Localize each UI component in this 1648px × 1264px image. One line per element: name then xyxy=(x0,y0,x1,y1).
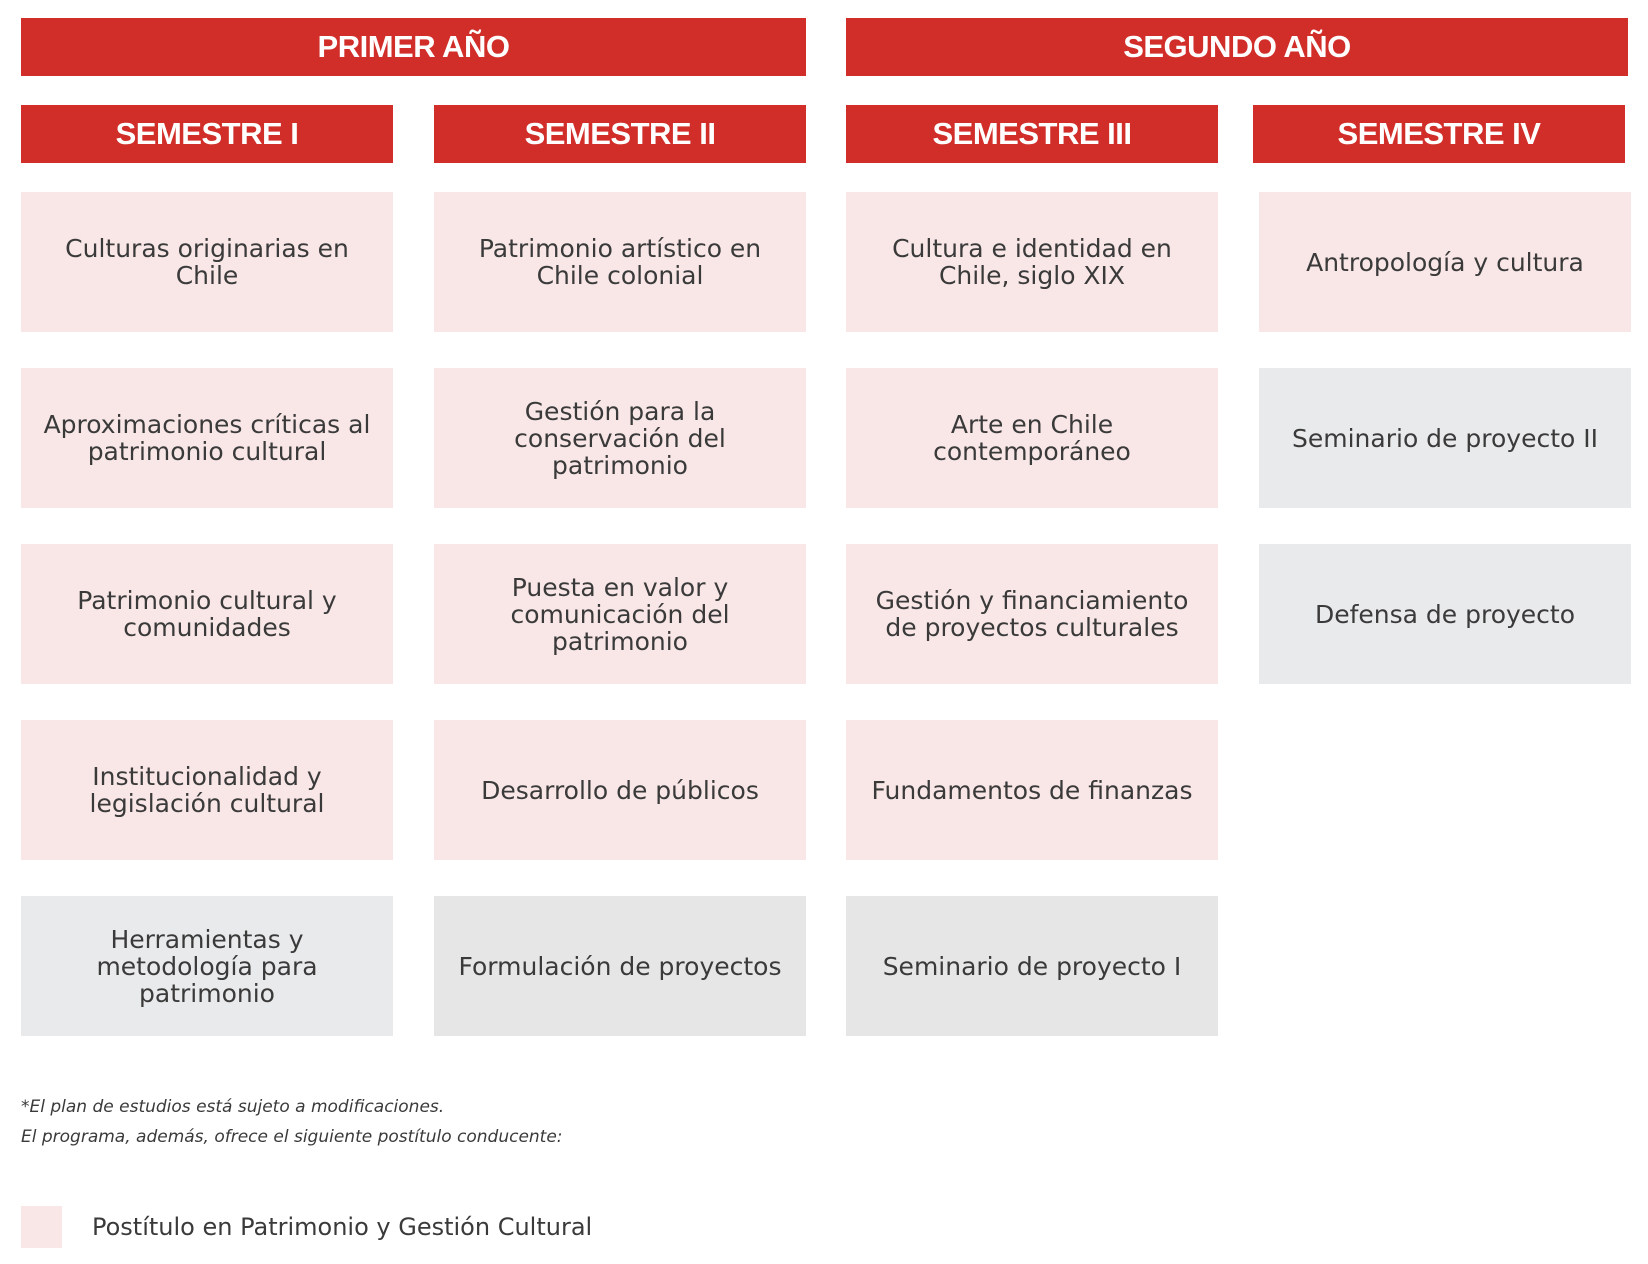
course-cell: Fundamentos de finanzas xyxy=(846,720,1218,860)
course-cell: Institucionalidad y legislación cultural xyxy=(21,720,393,860)
program-note: El programa, además, ofrece el siguiente postítulo conducente: xyxy=(21,1127,563,1147)
course-cell: Gestión para la conservación del patrimonio xyxy=(434,368,806,508)
course-cell: Aproximaciones críticas al patrimonio cultural xyxy=(21,368,393,508)
year-header-segundo: SEGUNDO AÑO xyxy=(846,18,1628,76)
course-cell: Culturas originarias en Chile xyxy=(21,192,393,332)
course-cell: Puesta en valor y comunicación del patrimonio xyxy=(434,544,806,684)
year-header-primer: PRIMER AÑO xyxy=(21,18,806,76)
course-cell: Patrimonio artístico en Chile colonial xyxy=(434,192,806,332)
disclaimer-note: *El plan de estudios está sujeto a modificaciones. xyxy=(21,1097,445,1117)
course-cell: Formulación de proyectos xyxy=(434,896,806,1036)
course-cell: Seminario de proyecto I xyxy=(846,896,1218,1036)
semester-header-i: SEMESTRE I xyxy=(21,105,393,163)
course-cell: Antropología y cultura xyxy=(1259,192,1631,332)
legend-swatch xyxy=(21,1206,62,1248)
semester-header-iii: SEMESTRE III xyxy=(846,105,1218,163)
course-cell: Arte en Chile contemporáneo xyxy=(846,368,1218,508)
course-cell: Cultura e identidad en Chile, siglo XIX xyxy=(846,192,1218,332)
course-cell: Herramientas y metodología para patrimonio xyxy=(21,896,393,1036)
course-cell: Seminario de proyecto II xyxy=(1259,368,1631,508)
course-cell: Patrimonio cultural y comunidades xyxy=(21,544,393,684)
semester-header-iv: SEMESTRE IV xyxy=(1253,105,1625,163)
course-cell: Defensa de proyecto xyxy=(1259,544,1631,684)
legend-label: Postítulo en Patrimonio y Gestión Cultural xyxy=(92,1213,593,1241)
semester-header-ii: SEMESTRE II xyxy=(434,105,806,163)
course-cell: Desarrollo de públicos xyxy=(434,720,806,860)
course-cell: Gestión y financiamiento de proyectos culturales xyxy=(846,544,1218,684)
